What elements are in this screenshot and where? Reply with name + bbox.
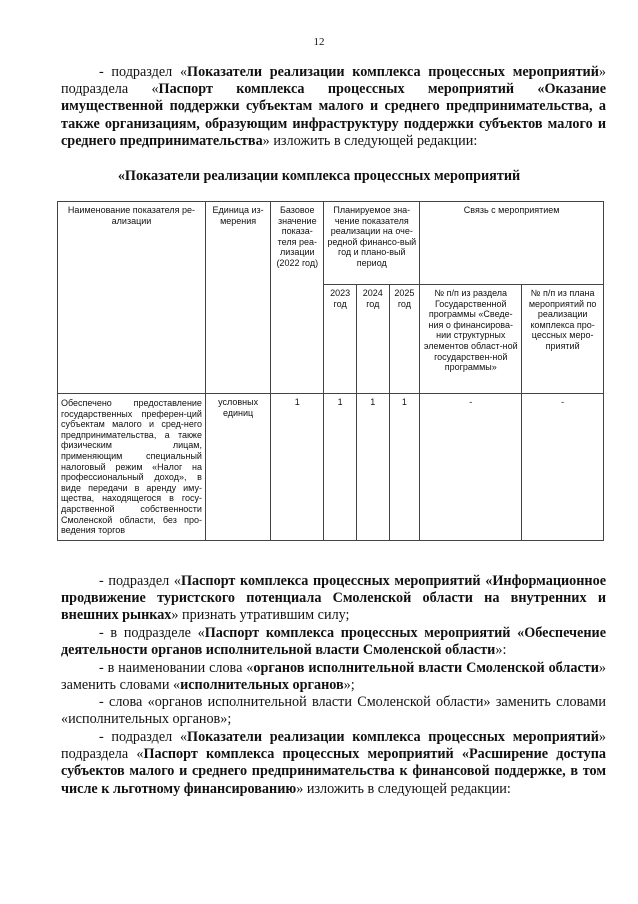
header-name: Наименование показателя ре-ализации — [58, 202, 206, 394]
header-2023: 2023 год — [324, 285, 357, 394]
header-link-plan: № п/п из плана мероприятий по реализации комплекса про-цессных меро-приятий — [522, 285, 604, 394]
cell-unit: условных единиц — [205, 394, 270, 541]
table-row — [58, 394, 604, 541]
page-number: 12 — [313, 36, 325, 48]
intro-paragraph — [61, 64, 606, 150]
header-row-1 — [58, 202, 604, 285]
header-link: Связь с мероприятием — [420, 202, 604, 285]
header-unit: Единица из-мерения — [205, 202, 270, 394]
p6-suffix: » изложить в следующей редакции: — [296, 780, 511, 797]
cell-2024: 1 — [356, 394, 389, 541]
intro-bold-2: Паспорт комплекса процессных мероприятий «Оказание имущественной поддержки субъектам малого и среднего предпринимательства, а также организациям, образующим инфраструктуру поддержки субъектов малого и среднего предпринимательства — [61, 81, 606, 149]
intro-bold-1: Показатели реализации комплекса процессных мероприятий — [187, 64, 599, 80]
p2-suffix: » признать утратившим силу; — [171, 607, 350, 624]
p4-bold-2: исполнительных органов — [180, 677, 344, 694]
cell-link-plan: - — [522, 394, 604, 541]
header-base: Базовое значение показа-теля реа-лизации (2022 год) — [271, 202, 324, 394]
intro-mid: » подраздела « — [61, 64, 606, 98]
header-2024: 2024 год — [356, 285, 389, 394]
p3-prefix: - в подразделе « — [99, 625, 205, 641]
cell-2023: 1 — [324, 394, 357, 541]
p4-prefix: - в наименовании слова « — [99, 660, 254, 676]
cell-base: 1 — [271, 394, 324, 541]
table-title: «Показатели реализации комплекса процессных мероприятий — [117, 168, 521, 184]
cell-name: Обеспечено предоставление государственных преферен-ций субъектам малого и сред-него предпринимательства, а также физическим лицам, применяющим специальный налоговый режим «Налог на профессиональный доход», в виде передачи в аренду иму-щества, находящегося в госу-дарственной собственности Смоленской области, без про-ведения торгов — [58, 394, 206, 541]
p4-suffix: »; — [343, 677, 355, 694]
paragraph-financing — [61, 729, 606, 798]
intro-suffix: » изложить в следующей редакции: — [262, 132, 478, 149]
p6-bold-1: Показатели реализации комплекса процессных мероприятий — [187, 729, 599, 745]
p6-bold-2: Паспорт комплекса процессных мероприятий «Расширение доступа субъектов малого и среднего предпринимательства к финансовой поддержке, в том числе к льготному финансированию — [61, 746, 606, 797]
p2-bold: Паспорт комплекса процессных мероприятий «Информационное продвижение туристского потенциала Смоленской области на внутренних и внешних рынках — [61, 573, 606, 624]
intro-prefix: - подраздел « — [99, 64, 188, 80]
paragraph-name-replace — [61, 660, 606, 694]
p4-mid: » заменить словами « — [61, 660, 606, 694]
cell-2025: 1 — [389, 394, 420, 541]
paragraph-words-replace: - слова «органов исполнительной власти Смоленской области» заменить словами «исполнительных органов»; — [61, 694, 606, 728]
p4-bold-1: органов исполнительной власти Смоленской области — [253, 660, 599, 676]
header-2025: 2025 год — [389, 285, 420, 394]
paragraph-activities — [61, 625, 606, 659]
cell-link-gp: - — [420, 394, 522, 541]
paragraph-tourism — [61, 573, 606, 625]
indicators-table — [57, 201, 604, 541]
header-planned: Планируемое зна-чение показателя реализации на оче-редной финансо-вый год и плано-вый период — [324, 202, 420, 285]
header-link-gp: № п/п из раздела Государственной программы «Сведе-ния о финансирова-нии структурных элементов област-ной государствен-ной программы» — [420, 285, 522, 394]
p3-suffix: »: — [495, 642, 507, 659]
p2-prefix: - подраздел « — [99, 573, 181, 589]
p3-bold: Паспорт комплекса процессных мероприятий «Обеспечение деятельности органов исполнительной власти Смоленской области — [61, 625, 606, 659]
p6-prefix: - подраздел « — [99, 729, 188, 745]
p6-mid: » подраздела « — [61, 729, 606, 763]
